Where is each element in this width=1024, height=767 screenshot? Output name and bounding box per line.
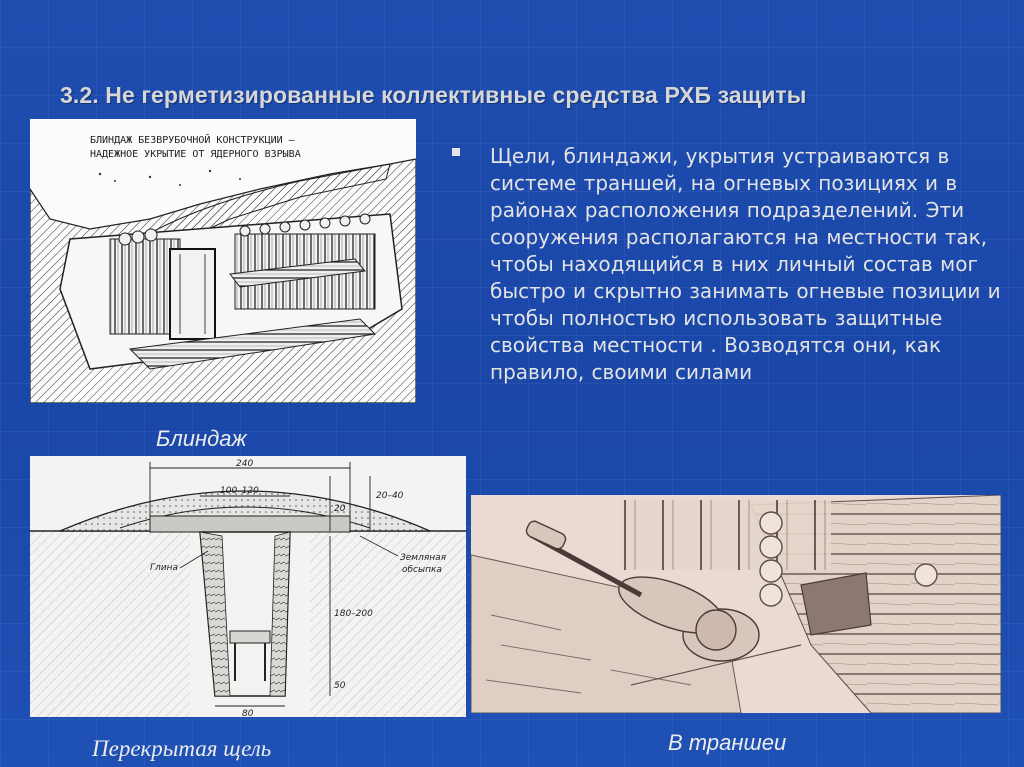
bullet-point [452,143,1020,386]
label-soil-1: Земляная [400,553,447,563]
dim-bottom: 50 [334,681,346,691]
label-soil-2: обсыпка [402,565,442,575]
dim-right1: 20–40 [376,491,404,501]
dim-right2: 20 [334,504,346,514]
bullet-marker [452,148,460,156]
dim-top: 240 [236,459,254,469]
dim-floor: 80 [242,709,254,717]
label-clay: Глина [150,563,179,573]
trench-caption: В траншеи [668,730,787,755]
trench-illustration [471,495,1001,713]
bullet-text: Щели, блиндажи, укрытия устраиваются в системе траншей, на огневых позициях и в районах расположения подразделений. Эти сооружения располагаются на местности так, чтобы находящийся в них личный состав мог быстро и скрытно занимать огневые позиции и чтобы полностью использовать защитные свойства местности . Возводятся они, как правило, своими силами [490,144,1001,384]
covered-slit-illustration [30,456,466,717]
dugout-label-line2: НАДЕЖНОЕ УКРЫТИЕ ОТ ЯДЕРНОГО ВЗРЫВА [90,149,301,160]
covered-slit-caption: Перекрытая щель [92,736,272,761]
dim-depth: 180–200 [334,609,373,619]
dim-inner: 100–120 [220,486,259,496]
dugout-label-line1: БЛИНДАЖ БЕЗВРУБОЧНОЙ КОНСТРУКЦИИ — [90,135,295,146]
dugout-illustration [30,119,416,403]
dugout-caption: Блиндаж [156,426,247,451]
slide-title: 3.2. Не герметизированные коллективные средства РХБ защиты [60,82,807,108]
